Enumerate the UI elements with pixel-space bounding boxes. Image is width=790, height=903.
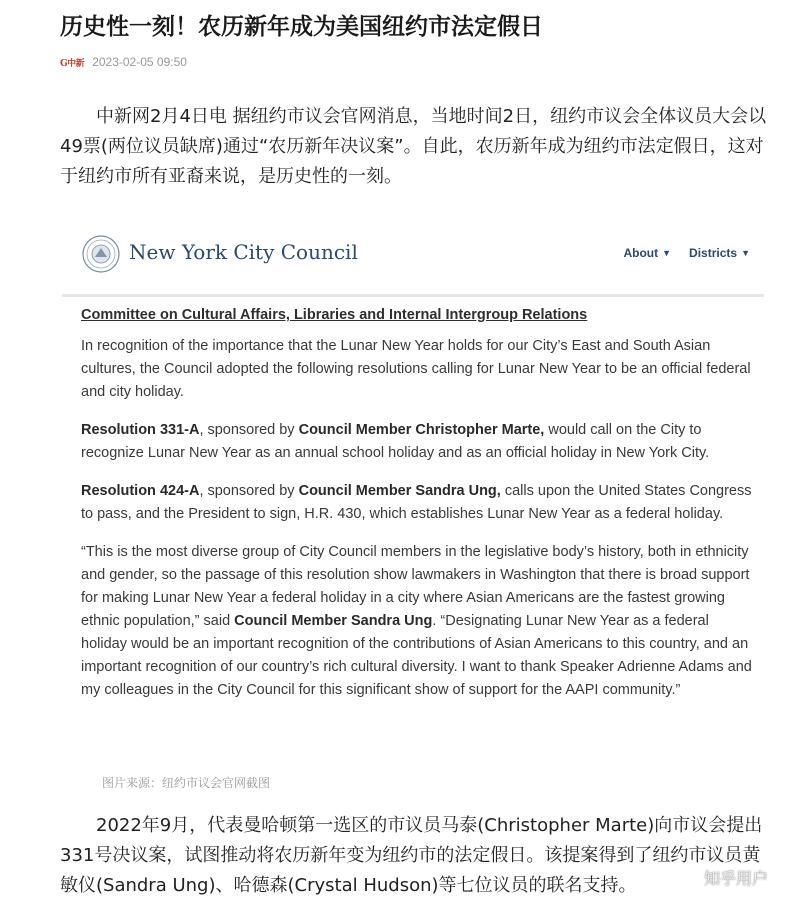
zhihu-watermark: 知乎用户 [703, 869, 768, 888]
nav-about-label: About [623, 246, 659, 260]
resolution-sponsor: Council Member Christopher Marte, [298, 422, 545, 438]
article-paragraph-2: 2022年9月，代表曼哈顿第一选区的市议员马泰(Christopher Marte)向市议会提出331号决议案，试图推动将农历新年变为纽约市的法定假日。该提案得到了纽约市议员黄敏仪(Sandra Ung)、哈德森(Crystal Hudson)等七位议员的联名支持。 [60, 815, 763, 896]
caret-down-icon: ▼ [662, 248, 672, 258]
article-title: 历史性一刻！农历新年成为美国纽约市法定假日 [60, 14, 543, 40]
caret-down-icon: ▼ [741, 248, 750, 258]
resolution-text: , sponsored by [199, 483, 299, 499]
quote-paragraph [81, 541, 757, 702]
nav-about[interactable] [623, 246, 671, 260]
intro-paragraph: In recognition of the importance that the Lunar New Year holds for our City’s East and South Asian cultures, the Council adopted the following resolutions calling for Lunar New Year to be an official federal and city holiday. [81, 338, 751, 400]
header-divider [62, 294, 764, 297]
quote-speaker: Council Member Sandra Ung [234, 613, 433, 629]
publish-date: 2023-02-05 09:50 [92, 55, 187, 69]
nyc-seal-icon [82, 235, 120, 273]
site-nav [623, 246, 750, 260]
council-content [81, 304, 757, 717]
council-website-screenshot [62, 224, 764, 764]
nav-districts-label: Districts [689, 246, 738, 260]
article-meta [60, 55, 187, 69]
nav-districts[interactable] [689, 246, 750, 260]
resolution-id: Resolution 331-A [81, 422, 200, 438]
council-name: New York City Council [129, 240, 358, 264]
resolution-sponsor: Council Member Sandra Ung, [298, 483, 501, 499]
article-paragraph-1: 中新网2月4日电 据纽约市议会官网消息，当地时间2日，纽约市议会全体议员大会以49票(两位议员缺席)通过“农历新年决议案”。自此，农历新年成为纽约市法定假日，这对于纽约市所有亚裔来说，是历史性的一刻。 [60, 106, 767, 187]
quote-text: “This is the most diverse group of City Council members in the legislative body’s history, both in ethnicity and gender, so the passage of this resolution show lawmakers in Washington that there is broad support for making Lunar New Year a federal holiday in a city where Asian Americans are the fastest growing ethnic population,” said [81, 544, 750, 629]
resolution-text: , sponsored by [199, 422, 299, 438]
image-caption: 图片来源：纽约市议会官网截图 [102, 776, 271, 790]
quote-text: . “Designating Lunar New Year as a federal holiday would be an important recognition of the contributions of Asian Americans to this country, and an important recognition of our country’s rich cultural diversity. I want to thank Speaker Adrienne Adams and my colleagues in the City Council for this significant show of support for the AAPI community.” [81, 613, 752, 698]
resolution-id: Resolution 424-A [81, 483, 200, 499]
resolution-text: would call on the City to recognize Lunar New Year as an annual school holiday and as an official holiday in New York City. [81, 422, 710, 461]
committee-heading: Committee on Cultural Affairs, Libraries and Internal Intergroup Relations [81, 307, 588, 323]
resolution-text: calls upon the United States Congress to pass, and the President to sign, H.R. 430, which establishes Lunar New Year as a federal holiday. [81, 483, 752, 522]
resolution-331a [81, 419, 757, 465]
source-logo: G中新 [60, 58, 85, 69]
resolution-424a [81, 480, 757, 526]
